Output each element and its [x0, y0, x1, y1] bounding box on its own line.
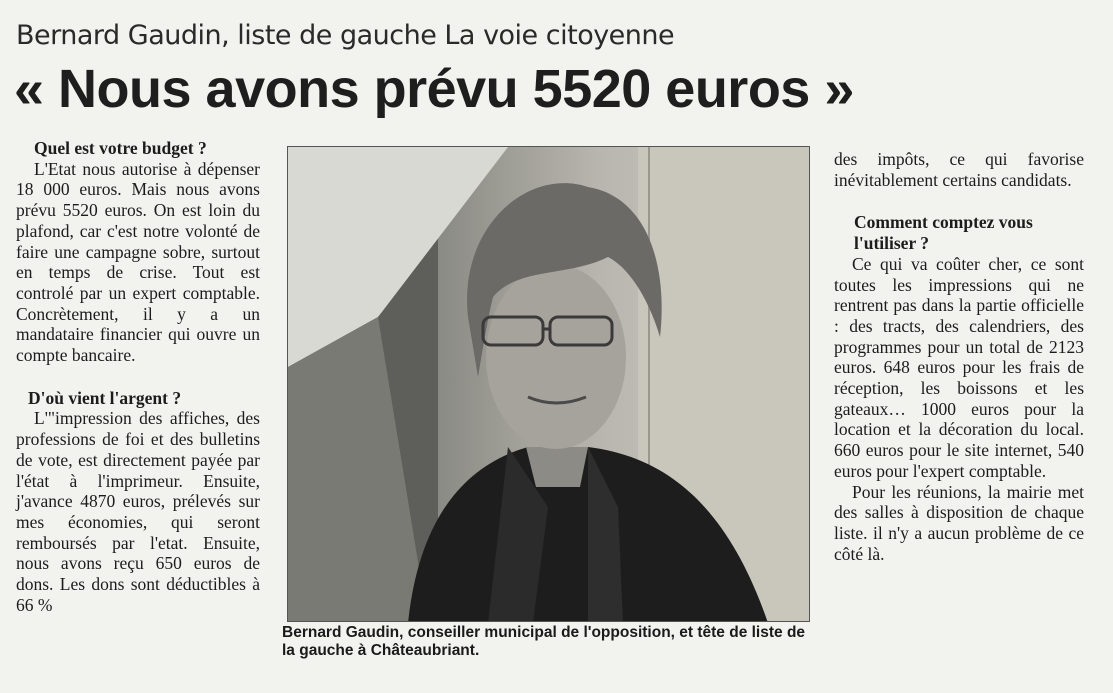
photo-caption: Bernard Gaudin, conseiller municipal de l'opposition, et tête de liste de la gauche à Châteaubriant.: [282, 624, 806, 659]
portrait-photo: [287, 146, 810, 622]
portrait-illustration: [288, 147, 810, 622]
question-usage: Comment comptez vous l'utiliser ?: [854, 212, 1033, 254]
question-money-origin: D'où vient l'argent ?: [28, 387, 182, 408]
answer-meetings: Pour les réunions, la mairie met des salles à disposition de chaque liste. il n'y a aucun problème de ce côté là.: [834, 481, 1084, 564]
answer-usage: Ce qui va coûter cher, ce sont toutes les impressions qui ne rentrent pas dans la partie officielle : des tracts, des calendriers, des programmes pour un total de 2123 euros. 648 euros pour les frais de réception, les boissons et les gateaux… 1000 euros pour la location et la décoration du local. 660 euros pour le site internet, 540 euros pour l'expert comptable.: [834, 253, 1084, 481]
continued-text: des impôts, ce qui favorise inévitablement certains candidats.: [834, 149, 1084, 190]
article-kicker: Bernard Gaudin, liste de gauche La voie citoyenne: [16, 20, 675, 51]
right-column: [834, 149, 1084, 564]
answer-budget: L'Etat nous autorise à dépenser 18 000 euros. Mais nous avons prévu 5520 euros. On est loin du plafond, car c'est notre volonté de faire une campagne sobre, surtout en temps de crise. Tout est controlé par un expert comptable. Concrètement, il y a un mandataire financier qui ouvre un compte bancaire.: [16, 158, 260, 366]
left-column: [16, 138, 260, 615]
article-headline: « Nous avons prévu 5520 euros »: [14, 59, 854, 119]
question-budget: Quel est votre budget ?: [34, 138, 207, 158]
answer-money-origin: L'"impression des affiches, des professions de foi et des bulletins de vote, est directement payée par l'état à l'imprimeur. Ensuite, j'avance 4870 euros, prélevés sur mes économies, qui seront remboursés par l'etat. Ensuite, nous avons reçu 650 euros de dons. Les dons sont déductibles à 66 %: [16, 408, 260, 615]
